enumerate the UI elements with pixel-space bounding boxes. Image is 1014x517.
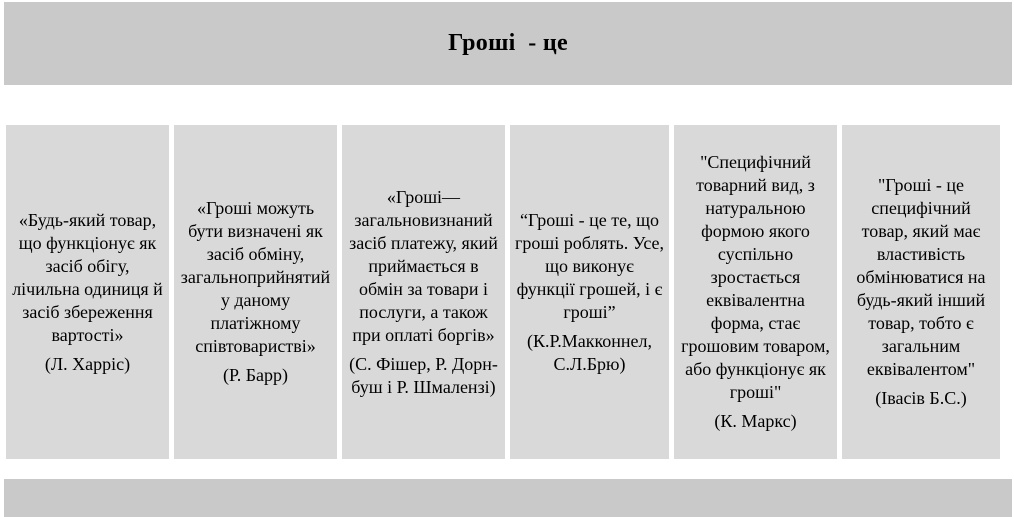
footer-bar [4, 479, 1012, 517]
definition-text: «Гроші можуть бути визначені як засіб обміну, загальноприйнятий у даному платіжному співтоваристві» [180, 198, 331, 356]
definition-author: (С. Фішер, Р. Дорн-буш і Р. Шмалензі) [349, 353, 498, 397]
definition-text: “Гроші - це те, що гроші роблять. Усе, що виконує функції грошей, і є гроші” [514, 209, 665, 322]
diagram-title: Гроші - це [448, 30, 568, 56]
definition-box-mcconnell [510, 125, 669, 459]
definition-author: (Л. Харріс) [44, 353, 131, 374]
definition-author: (Івасів Б.С.) [875, 388, 967, 408]
definition-box-harris [6, 125, 169, 459]
definition-box-barr [174, 125, 337, 459]
definition-text: «Будь-який товар, що функціонує як засіб обігу, лічильна одиниця й засіб збереження вартості» [12, 209, 163, 345]
definition-text: "Специфічний товарний вид, з натуральною формою якого суспільно зростається еквівалентна форма, стає грошовим товаром, або функціонує як гроші" [681, 152, 830, 402]
definition-author: (К. Маркс) [714, 411, 797, 431]
definition-box-marx [674, 125, 837, 459]
definition-text: "Гроші - це специфічний товар, який має властивість обмінюватися на будь-який інший товар, тобто є загальним еквівалентом" [856, 175, 986, 379]
definition-box-ivasiv [842, 125, 1000, 459]
definition-box-fischer [342, 125, 505, 459]
title-box [4, 2, 1012, 85]
definition-text: «Гроші— загальновизнаний засіб платежу, який приймається в обмін за товари і послуги, а також при оплаті боргів» [349, 186, 498, 345]
definition-author: (К.Р.Макконнел, С.Л.Брю) [526, 330, 653, 374]
definition-author: (Р. Барр) [222, 365, 289, 385]
